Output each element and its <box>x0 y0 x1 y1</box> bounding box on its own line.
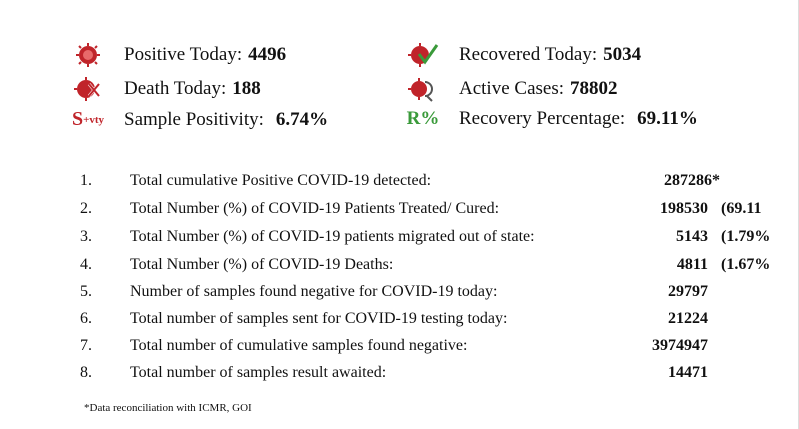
sample-positivity-icon <box>70 108 106 131</box>
positive-today-value: 4496 <box>248 44 287 65</box>
row-value: 287286* <box>664 172 720 189</box>
table-row <box>80 200 799 222</box>
svty-sup-text: +vty <box>83 113 105 126</box>
row-value: 3974947 <box>652 337 708 354</box>
footnote: *Data reconciliation with ICMR, GOI <box>84 402 252 414</box>
row-description: Total Number (%) of COVID-19 Deaths: <box>130 256 394 273</box>
sample-positivity-row <box>70 108 328 131</box>
row-number: 8. <box>80 364 92 381</box>
row-number: 6. <box>80 310 92 327</box>
row-number: 3. <box>80 228 92 245</box>
active-cases-row <box>405 76 618 102</box>
table-row <box>80 364 799 386</box>
svty-main-text: S <box>71 108 84 130</box>
row-percentage: (69.11 <box>721 200 762 217</box>
table-row <box>80 172 799 194</box>
virus-active-icon <box>405 76 441 102</box>
row-value: 14471 <box>668 364 708 381</box>
virus-alert-icon <box>70 42 106 68</box>
table-row <box>80 283 799 305</box>
row-value: 21224 <box>668 310 708 327</box>
recovery-percentage-label: Recovery Percentage: <box>459 108 626 129</box>
table-row <box>80 256 799 278</box>
row-description: Total number of samples sent for COVID-19 testing today: <box>130 310 508 327</box>
recovered-today-label: Recovered Today: <box>459 44 598 65</box>
row-description: Total number of cumulative samples found negative: <box>130 337 468 354</box>
row-description: Total Number (%) of COVID-19 Patients Treated/ Cured: <box>130 200 500 217</box>
recovered-today-row <box>405 42 641 68</box>
table-row <box>80 337 799 359</box>
death-today-value: 188 <box>232 78 261 99</box>
recovered-today-value: 5034 <box>603 44 642 65</box>
row-number: 5. <box>80 283 92 300</box>
row-percentage: (1.79% <box>721 228 771 245</box>
active-cases-label: Active Cases: <box>459 78 565 99</box>
positive-today-label: Positive Today: <box>124 44 243 65</box>
positive-today-row <box>70 42 286 68</box>
row-description: Number of samples found negative for COVID-19 today: <box>130 283 498 300</box>
row-number: 4. <box>80 256 92 273</box>
row-value: 29797 <box>668 283 708 300</box>
row-description: Total number of samples result awaited: <box>130 364 387 381</box>
virus-check-icon <box>405 42 441 68</box>
row-number: 1. <box>80 172 92 189</box>
death-today-label: Death Today: <box>124 78 227 99</box>
recovery-percentage-icon: R% <box>406 108 440 129</box>
virus-cross-icon <box>70 76 106 102</box>
table-row <box>80 310 799 332</box>
active-cases-value: 78802 <box>570 78 618 99</box>
death-today-row <box>70 76 261 102</box>
row-number: 7. <box>80 337 92 354</box>
table-row <box>80 228 799 250</box>
sample-positivity-label: Sample Positivity: <box>124 108 264 130</box>
row-description: Total Number (%) of COVID-19 patients migrated out of state: <box>130 228 535 245</box>
row-value: 4811 <box>676 256 708 273</box>
recovery-percentage-value: 69.11% <box>637 108 698 129</box>
row-value: 198530 <box>660 200 708 217</box>
sample-positivity-value: 6.74% <box>275 108 329 130</box>
row-percentage: (1.67% <box>721 256 771 273</box>
row-description: Total cumulative Positive COVID-19 detected: <box>130 172 432 189</box>
recovery-percentage-row <box>405 108 698 130</box>
row-number: 2. <box>80 200 92 217</box>
row-value: 5143 <box>676 228 708 245</box>
